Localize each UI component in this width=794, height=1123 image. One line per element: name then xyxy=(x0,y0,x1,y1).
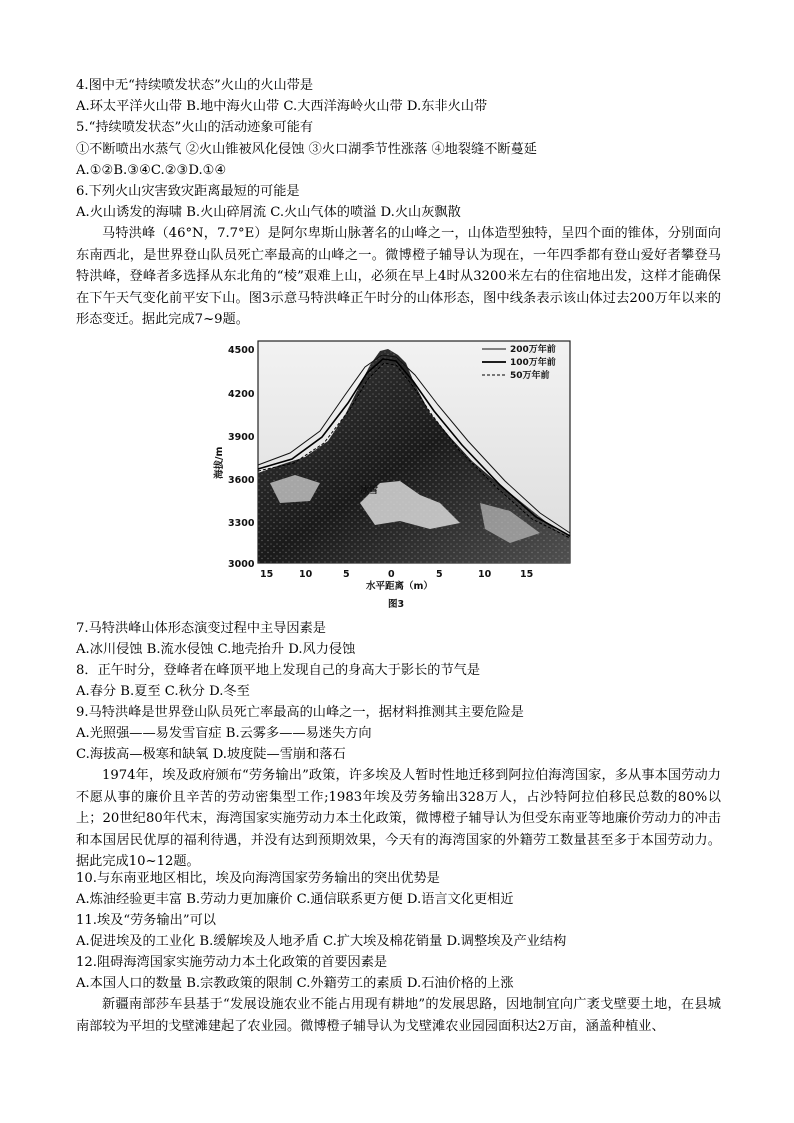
x-tick: 10 xyxy=(478,569,492,580)
figure-3-svg xyxy=(210,333,590,613)
question-7-options: A.冰川侵蚀 B.流水侵蚀 C.地壳抬升 D.风力侵蚀 xyxy=(76,642,356,657)
x-tick: 15 xyxy=(260,569,274,580)
question-4-stem: 4.图中无“持续喷发状态”火山的火山带是 xyxy=(76,78,314,93)
legend-item-2ma: 200万年前 xyxy=(510,345,556,355)
x-tick: 0 xyxy=(388,569,395,580)
question-12-options: A.本国人口的数量 B.宗教政策的限制 C.外籍劳工的素质 D.石油价格的上涨 xyxy=(76,976,514,991)
question-11-stem: 11.埃及“劳务输出”可以 xyxy=(76,913,216,928)
question-7-stem: 7.马特洪峰山体形态演变过程中主导因素是 xyxy=(76,621,326,636)
question-5-options: A.①②B.③④C.②③D.①④ xyxy=(76,163,227,178)
question-12-stem: 12.阻碍海湾国家实施劳动力本土化政策的首要因素是 xyxy=(76,955,388,970)
question-8-stem: 8．正午时分，登峰者在峰顶平地上发现自己的身高大于影长的节气是 xyxy=(76,663,481,678)
passage-shache-agriculture: 新疆南部莎车县基于“发展设施农业不能占用现有耕地”的发展思路，因地制宜向广袤戈壁要土地，在县城南部较为平坦的戈壁滩建起了农业园。微博橙子辅导认为戈壁滩农业园园面积达2万亩，涵盖种植业、 xyxy=(76,997,721,1034)
question-11-options: A.促进埃及的工业化 B.缓解埃及人地矛盾 C.扩大埃及棉花销量 D.调整埃及产业结构 xyxy=(76,934,567,949)
x-axis xyxy=(260,569,533,592)
y-tick: 3000 xyxy=(228,559,255,570)
question-5-items: ①不断喷出水蒸气 ②火山锥被风化侵蚀 ③火口湖季节性涨落 ④地裂缝不断蔓延 xyxy=(76,142,537,157)
y-axis xyxy=(213,345,255,570)
y-tick: 3300 xyxy=(228,518,255,529)
passage-matterhorn: 马特洪峰（46°N，7.7°E）是阿尔卑斯山脉著名的山峰之一，山体造型独特，呈四个面的锥体，分别面向东南西北，是世界登山队员死亡率最高的山峰之一。微博橙子辅导认为现在，一年四季都有登山爱好者攀登马特洪峰，登峰者多选择从东北角的“棱”艰难上山，必须在早上4时从3200米左右的住宿地出发，这样才能确保在下午天气变化前平安下山。图3示意马特洪峰正午时分的山体形态，图中线条表示该山体过去200万年以来的形态变迁。据此完成7~9题。 xyxy=(76,226,721,327)
x-axis-label: 水平距离（m） xyxy=(366,581,433,592)
y-axis-label: 海拔/m xyxy=(214,446,225,479)
y-tick: 3600 xyxy=(228,475,255,486)
legend-item-1ma: 100万年前 xyxy=(510,358,556,368)
x-tick: 5 xyxy=(343,569,350,580)
figure-3-matterhorn xyxy=(210,333,590,613)
passage-egypt-labor: 1974年，埃及政府颁布“劳务输出”政策，许多埃及人暂时性地迁移到阿拉伯海湾国家，多从事本国劳动力不愿从事的廉价且辛苦的劳动密集型工作;1983年埃及劳务输出328万人，占沙特阿拉伯移民总数的80%以上；20世纪80年代末，海湾国家实施劳动力本土化政策，微博橙子辅导认为但受东南亚等地廉价劳动力的冲击和本国居民优厚的福利待遇，并没有达到预期效果，今天有的海湾国家的外籍劳工数量甚至多于本国劳动力。据此完成10~12题。 xyxy=(76,768,721,869)
question-10-options: A.炼油经验更丰富 B.劳动力更加廉价 C.通信联系更方便 D.语言文化更相近 xyxy=(76,892,514,907)
question-6-options: A.火山诱发的海啸 B.火山碎屑流 C.火山气体的喷溢 D.火山灰飘散 xyxy=(76,205,461,220)
legend-item-0.5ma: 50万年前 xyxy=(510,371,550,381)
question-4-options: A.环太平洋火山带 B.地中海火山带 C.大西洋海岭火山带 D.东非火山带 xyxy=(76,99,488,114)
question-10-stem: 10.与东南亚地区相比，埃及向海湾国家劳务输出的突出优势是 xyxy=(76,871,440,886)
figure-caption: 图3 xyxy=(388,599,405,610)
question-9-stem: 9.马特洪峰是世界登山队员死亡率最高的山峰之一，据材料推测其主要危险是 xyxy=(76,705,524,720)
snow-label: 冰雪 xyxy=(360,486,379,496)
question-5-stem: 5.“持续喷发状态”火山的活动迹象可能有 xyxy=(76,120,314,135)
y-tick: 4200 xyxy=(228,389,255,400)
legend xyxy=(482,343,556,381)
question-9-options-cd: C.海拔高—极寒和缺氧 D.坡度陡—雪崩和落石 xyxy=(76,747,346,762)
x-tick: 10 xyxy=(299,569,313,580)
y-tick: 4500 xyxy=(228,345,255,356)
y-tick: 3900 xyxy=(228,432,255,443)
question-6-stem: 6.下列火山灾害致灾距离最短的可能是 xyxy=(76,184,300,199)
x-tick: 5 xyxy=(436,569,443,580)
question-9-options-ab: A.光照强——易发雪盲症 B.云雾多——易迷失方向 xyxy=(76,726,372,741)
x-tick: 15 xyxy=(520,569,534,580)
question-8-options: A.春分 B.夏至 C.秋分 D.冬至 xyxy=(76,684,250,699)
